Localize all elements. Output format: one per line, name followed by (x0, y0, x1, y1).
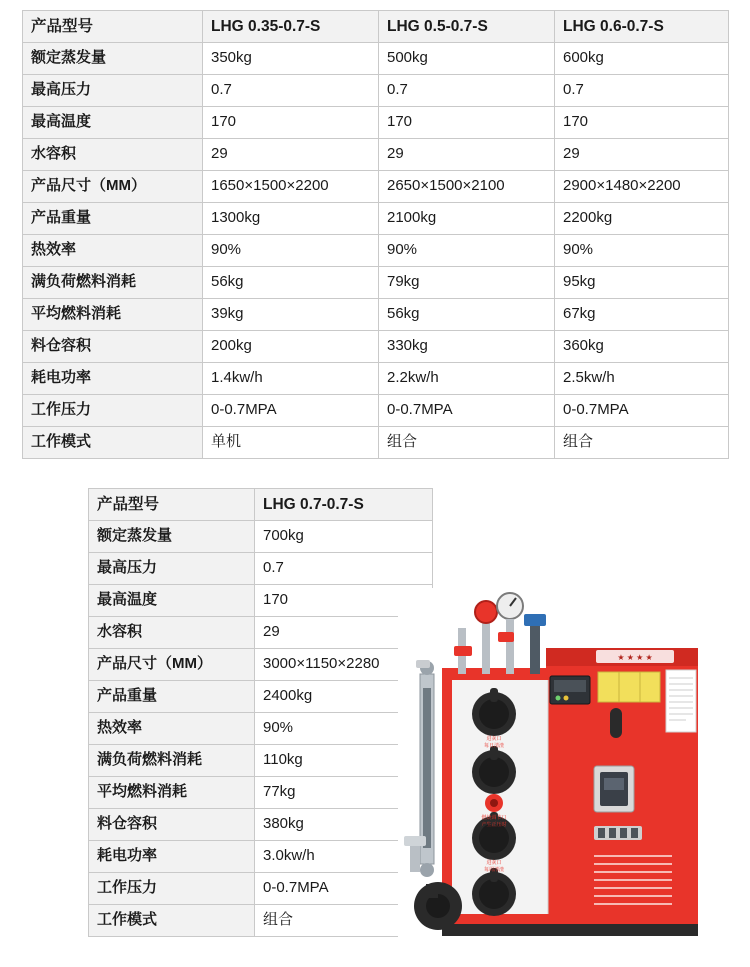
table-row (89, 841, 433, 873)
row-label: 工作模式 (23, 427, 203, 459)
table-row (23, 43, 729, 75)
cell-value: 组合 (555, 427, 729, 459)
cell-value: 110kg (255, 745, 433, 777)
cell-value: 2900×1480×2200 (555, 171, 729, 203)
row-label: 最高温度 (23, 107, 203, 139)
cell-value: 90% (203, 235, 379, 267)
cell-value: 350kg (203, 43, 379, 75)
cell-value: 组合 (255, 905, 433, 937)
table-row (23, 235, 729, 267)
cell-value: 29 (203, 139, 379, 171)
cell-value: 79kg (379, 267, 555, 299)
steam-generator-illustration (398, 588, 738, 948)
table-row (23, 171, 729, 203)
cell-value: 0-0.7MPA (379, 395, 555, 427)
table-row (89, 713, 433, 745)
row-label: 满负荷燃料消耗 (89, 745, 255, 777)
table-row (89, 553, 433, 585)
cell-value: 95kg (555, 267, 729, 299)
cell-value: 90% (555, 235, 729, 267)
row-label: 最高压力 (89, 553, 255, 585)
spec-table-2 (88, 488, 433, 937)
table-row (89, 873, 433, 905)
row-label: 最高温度 (89, 585, 255, 617)
table-header-row (23, 11, 729, 43)
cell-value: 39kg (203, 299, 379, 331)
photo-label-lower: 进灰口 (486, 860, 502, 866)
spec-table-1 (22, 10, 729, 459)
table-row (89, 745, 433, 777)
table-row (23, 427, 729, 459)
cell-value: 380kg (255, 809, 433, 841)
cell-value: 700kg (255, 521, 433, 553)
table-row (23, 395, 729, 427)
cell-value: 0.7 (555, 75, 729, 107)
cell-value: 56kg (203, 267, 379, 299)
table-row (89, 649, 433, 681)
cell-value: 0-0.7MPA (255, 873, 433, 905)
row-label: 平均燃料消耗 (23, 299, 203, 331)
column-header-lhg05: LHG 0.5-0.7-S (379, 11, 555, 43)
svg-text:产生正压时: 产生正压时 (481, 822, 507, 828)
cell-value: 3000×1150×2280 (255, 649, 433, 681)
table-row (89, 681, 433, 713)
spec-table-2-container (88, 488, 432, 937)
row-label: 水容积 (23, 139, 203, 171)
cell-value: 77kg (255, 777, 433, 809)
cell-value: 600kg (555, 43, 729, 75)
svg-text:每日清渣: 每日清渣 (483, 743, 505, 749)
cell-value: 56kg (379, 299, 555, 331)
cell-value: 90% (379, 235, 555, 267)
cell-value: 2.5kw/h (555, 363, 729, 395)
cell-value: 330kg (379, 331, 555, 363)
row-label: 产品尺寸（MM） (89, 649, 255, 681)
cell-value: 2400kg (255, 681, 433, 713)
cell-value: 360kg (555, 331, 729, 363)
cell-value: 200kg (203, 331, 379, 363)
row-label: 最高压力 (23, 75, 203, 107)
table-row (23, 299, 729, 331)
cell-value: 170 (255, 585, 433, 617)
cell-value: 组合 (379, 427, 555, 459)
cell-value: 0.7 (379, 75, 555, 107)
cell-value: 0.7 (255, 553, 433, 585)
cell-value: 2100kg (379, 203, 555, 235)
table-row (23, 267, 729, 299)
svg-text:每周清渣: 每周清渣 (483, 867, 505, 873)
row-label: 产品重量 (89, 681, 255, 713)
cell-value: 0-0.7MPA (203, 395, 379, 427)
column-header-lhg06: LHG 0.6-0.7-S (555, 11, 729, 43)
cell-value: 2650×1500×2100 (379, 171, 555, 203)
table-row (89, 777, 433, 809)
row-label: 耗电功率 (23, 363, 203, 395)
photo-label-center: 燃烧调节口 (481, 815, 507, 821)
row-label: 额定蒸发量 (89, 521, 255, 553)
column-header-lhg07: LHG 0.7-0.7-S (255, 489, 433, 521)
photo-label-upper: 进灰口 (486, 736, 502, 742)
cell-value: 1300kg (203, 203, 379, 235)
cell-value: 67kg (555, 299, 729, 331)
column-header-lhg035: LHG 0.35-0.7-S (203, 11, 379, 43)
cell-value: 0.7 (203, 75, 379, 107)
brand-text: ★ ★ ★ ★ (617, 653, 653, 662)
cell-value: 29 (379, 139, 555, 171)
spec-table-1-container (22, 10, 728, 459)
cell-value: 2200kg (555, 203, 729, 235)
cell-value: 3.0kw/h (255, 841, 433, 873)
table-row (23, 139, 729, 171)
column-header-model: 产品型号 (23, 11, 203, 43)
cell-value: 单机 (203, 427, 379, 459)
row-label: 工作压力 (89, 873, 255, 905)
cell-value: 170 (203, 107, 379, 139)
table-row (23, 331, 729, 363)
table-row (89, 617, 433, 649)
cell-value: 2.2kw/h (379, 363, 555, 395)
row-label: 热效率 (23, 235, 203, 267)
row-label: 料仓容积 (89, 809, 255, 841)
steam-generator-photo (398, 588, 738, 948)
table-row (89, 521, 433, 553)
cell-value: 1650×1500×2200 (203, 171, 379, 203)
cell-value: 0-0.7MPA (555, 395, 729, 427)
cell-value: 29 (555, 139, 729, 171)
cell-value: 1.4kw/h (203, 363, 379, 395)
table-row (89, 585, 433, 617)
row-label: 热效率 (89, 713, 255, 745)
table-row (23, 203, 729, 235)
cell-value: 500kg (379, 43, 555, 75)
cell-value: 170 (379, 107, 555, 139)
table-header-row (89, 489, 433, 521)
cell-value: 29 (255, 617, 433, 649)
row-label: 产品重量 (23, 203, 203, 235)
table-row (23, 363, 729, 395)
cell-value: 90% (255, 713, 433, 745)
column-header-model: 产品型号 (89, 489, 255, 521)
row-label: 满负荷燃料消耗 (23, 267, 203, 299)
table-row (89, 905, 433, 937)
table-row (23, 107, 729, 139)
cell-value: 170 (555, 107, 729, 139)
row-label: 耗电功率 (89, 841, 255, 873)
row-label: 产品尺寸（MM） (23, 171, 203, 203)
row-label: 工作压力 (23, 395, 203, 427)
row-label: 平均燃料消耗 (89, 777, 255, 809)
table-row (89, 809, 433, 841)
row-label: 料仓容积 (23, 331, 203, 363)
row-label: 工作模式 (89, 905, 255, 937)
table-row (23, 75, 729, 107)
row-label: 额定蒸发量 (23, 43, 203, 75)
row-label: 水容积 (89, 617, 255, 649)
